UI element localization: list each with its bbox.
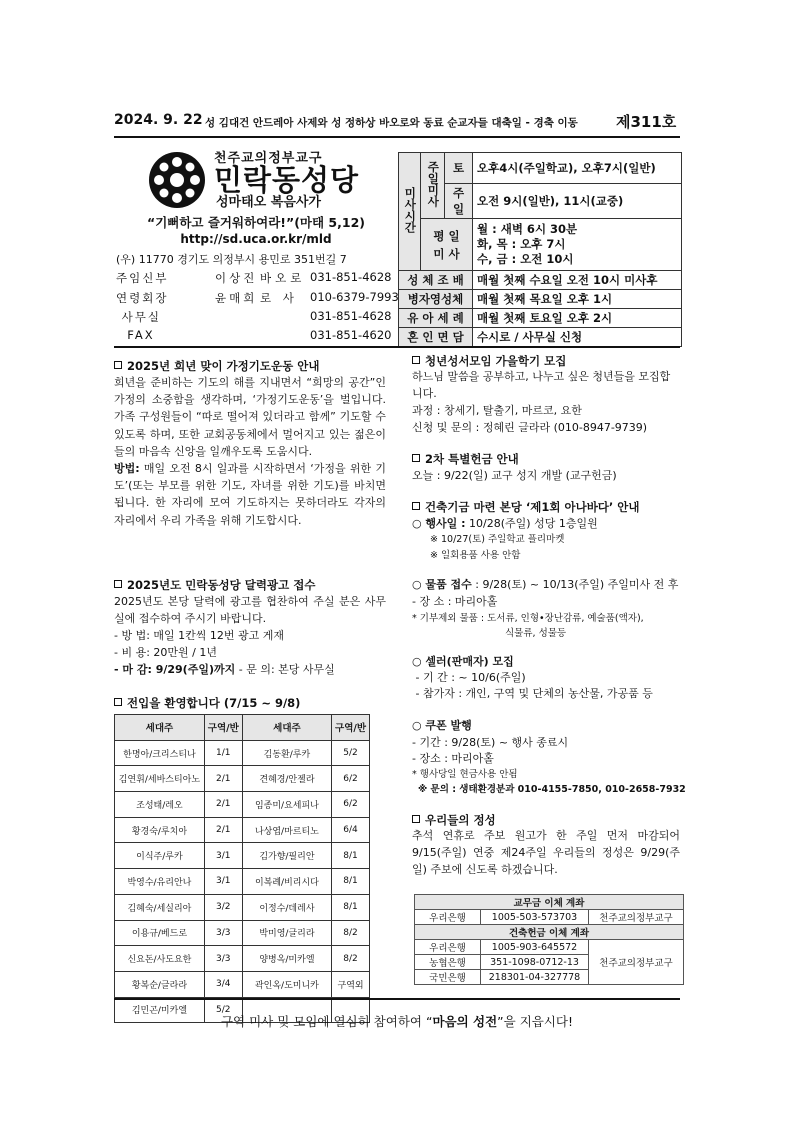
collection-detail: 오늘 : 9/22(일) 교구 성지 개발 (교구헌금) [412,469,617,482]
coupon-period: - 기간 : 9/28(토) ~ 행사 종료시 [412,736,569,749]
welcome-section-title: 전입을 환영합니다 (7/15 ~ 9/8) [114,695,300,711]
table-row: 황복순/글라라 3/4 곽인옥/도미니카 구역외 [115,971,370,997]
anabada-note-flea: ※ 10/27(토) 주일학교 플리마켓 [430,534,565,545]
coupon-place: - 장소 : 마리아홀 [412,752,494,765]
calendar-body: 2025년도 본당 달력에 광고를 협찬하여 주실 분은 사무실에 접수하여 주시기 바랍니다. [114,595,386,626]
table-row: 김민곤/미카엘 5/2 [115,997,370,1023]
sunday-mass-label: 주일미사 [421,153,445,219]
seller-period: - 기 간 : ~ 10/6(주일) [412,671,526,684]
table-row: 조성태/레오 2/1 임종미/요세피나 6/2 [115,792,370,818]
anabada-excluded-goods-2: 식물류, 성물등 [505,628,567,639]
youth-course: 과정 : 창세기, 탈출기, 마르코, 요한 [412,404,582,417]
table-row: 이식주/루카 3/1 김가향/필리안 8/1 [115,843,370,869]
parish-address: (우) 11770 경기도 의정부시 용민로 351번길 7 [116,253,347,266]
checkbox-square-icon [114,361,122,369]
coupon-title: ○ 쿠폰 발행 [412,719,472,732]
table-row: 우리은행 1005-903-645572 천주교의정부교구 [415,940,684,955]
calendar-section-title: 2025년도 민락동성당 달력광고 접수 [114,577,315,593]
checkbox-square-icon [412,815,420,823]
parish-website-link[interactable]: http://sd.uca.or.kr/mld [180,232,332,246]
sunday-label: 주일 [445,184,473,219]
checkbox-square-icon [412,356,420,364]
saturday-mass-time: 오후4시(주일학교), 오후7시(일반) [473,153,682,184]
weekday-mass-label: 평 일 미 사 [421,219,473,271]
checkbox-square-icon [114,698,122,706]
contact-row-pastor: 주임신부 이상진 바오로 031-851-4628 [116,270,392,285]
anabada-contact: ※ 문의 : 생태환경분과 010-4155-7850, 010-2658-7932 [418,784,686,795]
bulletin-date: 2024. 9. 22 [114,112,203,128]
welcome-table-header: 세대주 구역/반 세대주 구역/반 [115,715,370,741]
table-row: 농협은행 351-1098-0712-13 [415,955,684,970]
marriage-interview-time: 수시로 / 사무실 신청 [473,328,682,347]
calendar-method: - 방 법: 매일 1칸씩 12번 광고 게재 [114,629,285,642]
coupon-cash-note: * 행사당일 현금사용 안됨 [412,769,518,780]
anabada-goods-intake: ○ 물품 접수 : 9/28(토) ~ 10/13(주일) 주일미사 전 후 [412,578,679,591]
calendar-deadline: - 마 감: 9/29(주일)까지 - 문 의: 본당 사무실 [114,663,335,676]
table-row: 박영수/유리안나 3/1 이복례/비리시다 8/1 [115,869,370,895]
sick-communion-time: 매월 첫째 목요일 오후 1시 [473,290,682,309]
marriage-interview-label: 혼 인 면 담 [399,328,473,347]
sunday-mass-time: 오전 9시(일반), 11시(교중) [473,184,682,219]
infant-baptism-label: 유 아 세 례 [399,309,473,328]
table-row: 국민은행 218301-04-327778 [415,970,684,985]
adoration-label: 성 체 조 배 [399,271,473,290]
tithe-account-heading: 교무금 이체 계좌 [415,895,684,910]
table-row: 한명아/크리스티나 1/1 김동환/루카 5/2 [115,740,370,766]
contact-row-office: 사무실 031-851-4628 [116,309,392,324]
calendar-cost: - 비 용: 20만원 / 1년 [114,646,217,659]
footer-divider [114,998,680,1000]
anabada-section-title: 건축기금 마련 본당 ‘제1회 아나바다’ 안내 [412,499,640,515]
weekday-mass-times: 월 : 새벽 6시 30분 화, 목 : 오후 7시 수, 금 : 오전 10시 [473,219,682,271]
anabada-event-date: ○ 행사일 : 10/28(주일) 성당 1층일원 [412,517,598,530]
table-row: 김연휘/세바스티아노 2/1 견혜경/안젤라 6/2 [115,766,370,792]
building-account-heading: 건축헌금 이체 계좌 [415,925,684,940]
table-row: 이용규/베드로 3/3 박미영/글리라 8/2 [115,920,370,946]
parish-patron: 성마태오 복음사가 [216,195,321,210]
header-divider [114,136,680,138]
section-divider [114,346,680,348]
checkbox-square-icon [412,502,420,510]
table-row: 김혜숙/세실리아 3/2 이정수/데레사 8/1 [115,894,370,920]
table-row: 우리은행 1005-503-573703 천주교의정부교구 [415,910,684,925]
welcome-table [114,714,370,1023]
youth-section-title: 청년성서모임 가을학기 모집 [412,353,566,369]
contact-row-funeral: 연령회장 윤매희 로 사 010-6379-7993 [116,290,399,305]
contact-row-fax: FAX 031-851-4620 [116,328,392,342]
youth-body: 하느님 말씀을 공부하고, 나누고 싶은 청년들을 모집합니다. [412,370,671,401]
bank-accounts-table [414,894,684,985]
adoration-time: 매월 첫째 수요일 오전 10시 미사후 [473,271,682,290]
collection-section-title: 2차 특별헌금 안내 [412,451,519,467]
seller-title: ○ 셀러(판매자) 모집 [412,655,514,668]
parish-logo-icon [148,151,206,209]
anabada-note-disposable: ※ 일회용품 사용 안함 [430,550,521,561]
anabada-excluded-goods: * 기부제외 물품 : 도서류, 인형•장난감류, 예술품(액자), [412,613,644,624]
youth-contact: 신청 및 문의 : 정혜린 글라라 (010-8947-9739) [412,421,648,434]
devotion-section-title: 우리들의 정성 [412,812,496,828]
sick-communion-label: 병자영성체 [399,290,473,309]
feast-title: 성 김대건 안드레아 사제와 성 정하상 바오로와 동료 순교자들 대축일 - 경축 이동 [205,117,578,129]
parish-motto: “기뻐하고 즐거워하여라!”(마태 5,12) [146,215,365,230]
infant-baptism-time: 매월 첫째 토요일 오후 2시 [473,309,682,328]
prayer-body: 희년을 준비하는 기도의 해를 지내면서 “희망의 공간”인 가정의 소중함을 생각하며, ‘가정기도운동’을 벌입니다. 가족 구성원들이 “따로 떨어져 있더라고 함께” 기도할 수 있도록 하며, 또한 교회공동체에서 멀어지고 있는 젊은이들의 마음속 신앙을 일깨우도록 도움시다. 방법: 매일 오전 8시 일과를 시작하면서 ‘가정을 위한 기도’(또는 부모를 위한 기도, 자녀를 위한 기도)를 바치면 됩니다. 한 자리에 모여 기도하지는 못하더라도 각자의 자리에서 우리 가족을 위해 기도합시다. [114,376,386,527]
parish-name: 민락동성당 [214,163,360,197]
table-row: 황경숙/루치아 2/1 나상엽/마르티노 6/4 [115,817,370,843]
checkbox-square-icon [412,454,420,462]
mass-schedule-table [398,152,682,347]
prayer-section-title: 2025년 희년 맞이 가정기도운동 안내 [114,358,319,374]
table-row: 신요돈/사도요한 3/3 양병옥/미카엘 8/2 [115,946,370,972]
anabada-place: - 장 소 : 마리아홀 [412,595,498,608]
saturday-label: 토 [445,153,473,184]
footer-slogan: 구역 미사 및 모임에 열심히 참여하여 “마음의 성전”을 지읍시다! [220,1014,574,1029]
mass-group-label: 미사시간 [399,153,421,271]
checkbox-square-icon [114,580,122,588]
issue-number: 제311호 [616,113,677,131]
devotion-body: 추석 연휴로 주보 원고가 한 주일 먼저 마감되어 9/15(주일) 연중 제24주일 우리들의 정성은 9/29(주일) 주보에 신도록 하겠습니다. [412,829,680,877]
diocese-name: 천주교의정부교구 [214,151,323,166]
seller-participants: - 참가자 : 개인, 구역 및 단체의 농산물, 가공품 등 [412,687,653,700]
